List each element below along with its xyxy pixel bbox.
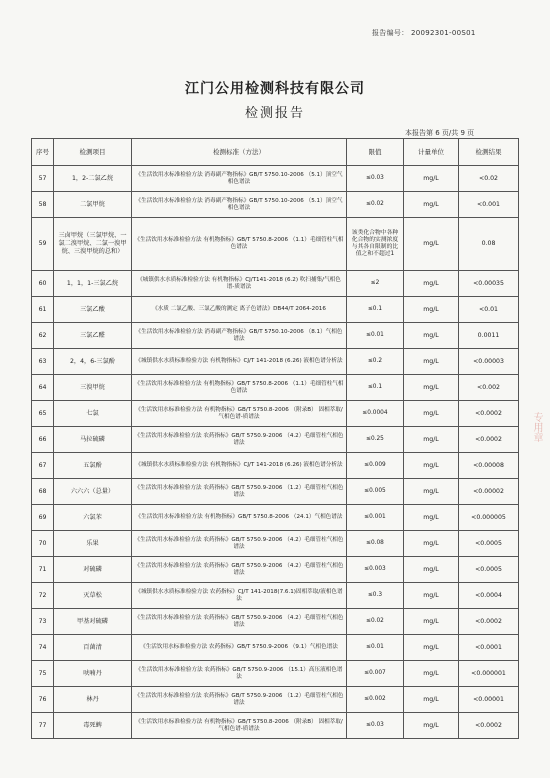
cell-no: 58	[32, 192, 54, 218]
cell-result: <0.0002	[459, 427, 519, 453]
cell-no: 69	[32, 505, 54, 531]
cell-unit: mg/L	[404, 192, 459, 218]
table-row	[32, 661, 519, 687]
cell-result: <0.0005	[459, 531, 519, 557]
cell-item: 三卤甲烷（三氯甲烷、一氯二溴甲烷、二氯一溴甲烷、三溴甲烷的总和）	[54, 218, 132, 271]
cell-standard: 《城镇供水水质标准检验方法 有机物指标》CJ/T141-2018 (6.2) 吹扫捕集/气相色谱-质谱法	[132, 271, 347, 297]
cell-limit: ≤0.3	[347, 583, 404, 609]
cell-no: 77	[32, 713, 54, 739]
cell-standard: 《生活饮用水标准检验方法 有机物指标》GB/T 5750.8-2006 （1.1）毛细管柱气相色谱法	[132, 218, 347, 271]
cell-item: 三溴甲烷	[54, 375, 132, 401]
cell-unit: mg/L	[404, 218, 459, 271]
cell-no: 67	[32, 453, 54, 479]
cell-limit: ≤0.005	[347, 479, 404, 505]
cell-item: 六六六（总量）	[54, 479, 132, 505]
cell-result: 0.0011	[459, 323, 519, 349]
table-row	[32, 531, 519, 557]
cell-no: 60	[32, 271, 54, 297]
table-row	[32, 218, 519, 271]
cell-item: 毒死蜱	[54, 713, 132, 739]
cell-result: <0.00001	[459, 687, 519, 713]
cell-no: 61	[32, 297, 54, 323]
cell-no: 66	[32, 427, 54, 453]
report-number: 报告编号： 20092301-00S01	[372, 29, 476, 37]
cell-standard: 《生活饮用水标准检验方法 有机物指标》GB/T 5750.8-2006 （附录B） 固相萃取/气相色谱-质谱法	[132, 401, 347, 427]
cell-unit: mg/L	[404, 583, 459, 609]
table-row	[32, 713, 519, 739]
table-row	[32, 323, 519, 349]
cell-result: <0.00008	[459, 453, 519, 479]
cell-standard: 《生活饮用水标准检验方法 有机物指标》GB/T 5750.8-2006 （24.1）气相色谱法	[132, 505, 347, 531]
cell-standard: 《水质 二氯乙酸、三氯乙酸的测定 离子色谱法》DB44/T 2064-2016	[132, 297, 347, 323]
cell-standard: 《生活饮用水标准检验方法 有机物指标》GB/T 5750.8-2006 （附录B） 固相萃取/气相色谱-质谱法	[132, 713, 347, 739]
cell-standard: 《生活饮用水标准检验方法 农药指标》GB/T 5750.9-2006 （9.1）气相色谱法	[132, 635, 347, 661]
table-row	[32, 166, 519, 192]
table-row	[32, 557, 519, 583]
cell-result: <0.00003	[459, 349, 519, 375]
cell-item: 呋喃丹	[54, 661, 132, 687]
cell-item: 1，2-二氯乙烷	[54, 166, 132, 192]
cell-standard: 《生活饮用水标准检验方法 农药指标》GB/T 5750.9-2006 （4.2）毛细管柱气相色谱法	[132, 609, 347, 635]
table-header-row	[32, 139, 519, 166]
cell-unit: mg/L	[404, 635, 459, 661]
cell-item: 马拉硫磷	[54, 427, 132, 453]
cell-limit: ≤0.02	[347, 609, 404, 635]
table-row	[32, 479, 519, 505]
cell-limit: ≤0.03	[347, 166, 404, 192]
page-indicator: 本报告第 6 页/共 9 页	[405, 129, 475, 137]
cell-result: <0.02	[459, 166, 519, 192]
cell-limit: ≤0.001	[347, 505, 404, 531]
cell-item: 对硫磷	[54, 557, 132, 583]
cell-limit: 该类化合物中各种化合物的实测浓度与其各自限制的比值之和不超过1	[347, 218, 404, 271]
cell-item: 五氯酚	[54, 453, 132, 479]
cell-unit: mg/L	[404, 166, 459, 192]
table-row	[32, 453, 519, 479]
seal-stamp-edge: 专用章	[531, 412, 542, 442]
cell-standard: 《生活饮用水标准检验方法 农药指标》GB/T 5750.9-2006 （4.2）毛细管柱气相色谱法	[132, 531, 347, 557]
cell-no: 57	[32, 166, 54, 192]
cell-unit: mg/L	[404, 323, 459, 349]
cell-no: 70	[32, 531, 54, 557]
cell-item: 二氯甲烷	[54, 192, 132, 218]
cell-no: 68	[32, 479, 54, 505]
cell-result: 0.08	[459, 218, 519, 271]
cell-no: 64	[32, 375, 54, 401]
company-name: 江门公用检测科技有限公司	[185, 81, 365, 97]
cell-item: 林丹	[54, 687, 132, 713]
table-row	[32, 505, 519, 531]
cell-limit: ≤0.002	[347, 687, 404, 713]
cell-result: <0.000001	[459, 661, 519, 687]
cell-standard: 《生活饮用水标准检验方法 农药指标》GB/T 5750.9-2006 （1.2）毛细管柱气相色谱法	[132, 687, 347, 713]
cell-item: 三氯乙酸	[54, 297, 132, 323]
cell-limit: ≤0.03	[347, 713, 404, 739]
table-row	[32, 687, 519, 713]
cell-limit: ≤0.02	[347, 192, 404, 218]
cell-unit: mg/L	[404, 375, 459, 401]
cell-no: 62	[32, 323, 54, 349]
cell-unit: mg/L	[404, 427, 459, 453]
cell-item: 乐果	[54, 531, 132, 557]
col-header-item: 检测项目	[54, 139, 132, 166]
cell-standard: 《城镇供水水质标准检验方法 有机物指标》CJ/T 141-2018 (6.26) 液相色谱分析法	[132, 349, 347, 375]
cell-item: 百菌清	[54, 635, 132, 661]
col-header-unit: 计量单位	[404, 139, 459, 166]
cell-standard: 《生活饮用水标准检验方法 农药指标》GB/T 5750.9-2006 （1.2）毛细管柱气相色谱法	[132, 479, 347, 505]
cell-limit: ≤0.01	[347, 635, 404, 661]
cell-no: 65	[32, 401, 54, 427]
cell-unit: mg/L	[404, 271, 459, 297]
cell-unit: mg/L	[404, 505, 459, 531]
cell-result: <0.00035	[459, 271, 519, 297]
cell-item: 三氯乙醛	[54, 323, 132, 349]
cell-limit: ≤0.01	[347, 323, 404, 349]
cell-item: 1，1，1-三氯乙烷	[54, 271, 132, 297]
cell-standard: 《生活饮用水标准检验方法 农药指标》GB/T 5750.9-2006 （15.1）高压液相色谱法	[132, 661, 347, 687]
cell-result: <0.001	[459, 192, 519, 218]
cell-standard: 《生活饮用水标准检验方法 消毒副产物指标》GB/T 5750.10-2006 （5.1）顶空气相色谱法	[132, 192, 347, 218]
cell-result: <0.0002	[459, 401, 519, 427]
report-title: 检测报告	[244, 106, 305, 121]
cell-result: <0.0005	[459, 557, 519, 583]
cell-limit: ≤0.0004	[347, 401, 404, 427]
col-header-no: 序号	[32, 139, 54, 166]
cell-standard: 《城镇供水水质标准检验方法 农药指标》CJ/T 141-2018(7.6.1)固相萃取/液相色谱法	[132, 583, 347, 609]
cell-result: <0.000005	[459, 505, 519, 531]
table-row	[32, 635, 519, 661]
cell-limit: ≤0.1	[347, 375, 404, 401]
cell-no: 71	[32, 557, 54, 583]
cell-no: 75	[32, 661, 54, 687]
cell-unit: mg/L	[404, 713, 459, 739]
table-row	[32, 271, 519, 297]
cell-item: 六氯苯	[54, 505, 132, 531]
cell-item: 2，4，6-三氯酚	[54, 349, 132, 375]
cell-standard: 《生活饮用水标准检验方法 有机物指标》GB/T 5750.8-2006 （1.1）毛细管柱气相色谱法	[132, 375, 347, 401]
results-table	[31, 138, 519, 739]
cell-limit: ≤0.08	[347, 531, 404, 557]
cell-no: 59	[32, 218, 54, 271]
col-header-result: 检测结果	[459, 139, 519, 166]
cell-limit: ≤0.007	[347, 661, 404, 687]
cell-result: <0.00002	[459, 479, 519, 505]
cell-standard: 《生活饮用水标准检验方法 农药指标》GB/T 5750.9-2006 （4.2）毛细管柱气相色谱法	[132, 557, 347, 583]
table-row	[32, 609, 519, 635]
cell-unit: mg/L	[404, 349, 459, 375]
table-row	[32, 401, 519, 427]
cell-limit: ≤0.1	[347, 297, 404, 323]
cell-no: 74	[32, 635, 54, 661]
cell-result: <0.01	[459, 297, 519, 323]
cell-standard: 《生活饮用水标准检验方法 农药指标》GB/T 5750.9-2006 （4.2）毛细管柱气相色谱法	[132, 427, 347, 453]
cell-unit: mg/L	[404, 609, 459, 635]
cell-limit: ≤0.2	[347, 349, 404, 375]
cell-item: 灭草松	[54, 583, 132, 609]
cell-limit: ≤0.009	[347, 453, 404, 479]
cell-no: 73	[32, 609, 54, 635]
cell-unit: mg/L	[404, 531, 459, 557]
cell-standard: 《生活饮用水标准检验方法 消毒副产物指标》GB/T 5750.10-2006 （5.1）顶空气相色谱法	[132, 166, 347, 192]
cell-no: 76	[32, 687, 54, 713]
table-row	[32, 375, 519, 401]
cell-limit: ≤0.003	[347, 557, 404, 583]
cell-unit: mg/L	[404, 479, 459, 505]
table-row	[32, 427, 519, 453]
cell-unit: mg/L	[404, 687, 459, 713]
cell-standard: 《生活饮用水标准检验方法 消毒副产物指标》GB/T 5750.10-2006 （8.1）气相色谱法	[132, 323, 347, 349]
table-row	[32, 192, 519, 218]
cell-no: 63	[32, 349, 54, 375]
col-header-standard: 检测标准（方法）	[132, 139, 347, 166]
cell-no: 72	[32, 583, 54, 609]
table-row	[32, 583, 519, 609]
cell-result: <0.0001	[459, 635, 519, 661]
cell-item: 七氯	[54, 401, 132, 427]
cell-result: <0.0002	[459, 609, 519, 635]
cell-unit: mg/L	[404, 297, 459, 323]
col-header-limit: 限值	[347, 139, 404, 166]
cell-item: 甲基对硫磷	[54, 609, 132, 635]
cell-unit: mg/L	[404, 453, 459, 479]
table-row	[32, 297, 519, 323]
cell-standard: 《城镇供水水质标准检验方法 有机物指标》CJ/T 141-2018 (6.26) 液相色谱分析法	[132, 453, 347, 479]
table-row	[32, 349, 519, 375]
cell-unit: mg/L	[404, 557, 459, 583]
cell-result: <0.0002	[459, 713, 519, 739]
cell-unit: mg/L	[404, 401, 459, 427]
cell-result: <0.002	[459, 375, 519, 401]
cell-result: <0.0004	[459, 583, 519, 609]
cell-limit: ≤0.25	[347, 427, 404, 453]
cell-unit: mg/L	[404, 661, 459, 687]
cell-limit: ≤2	[347, 271, 404, 297]
